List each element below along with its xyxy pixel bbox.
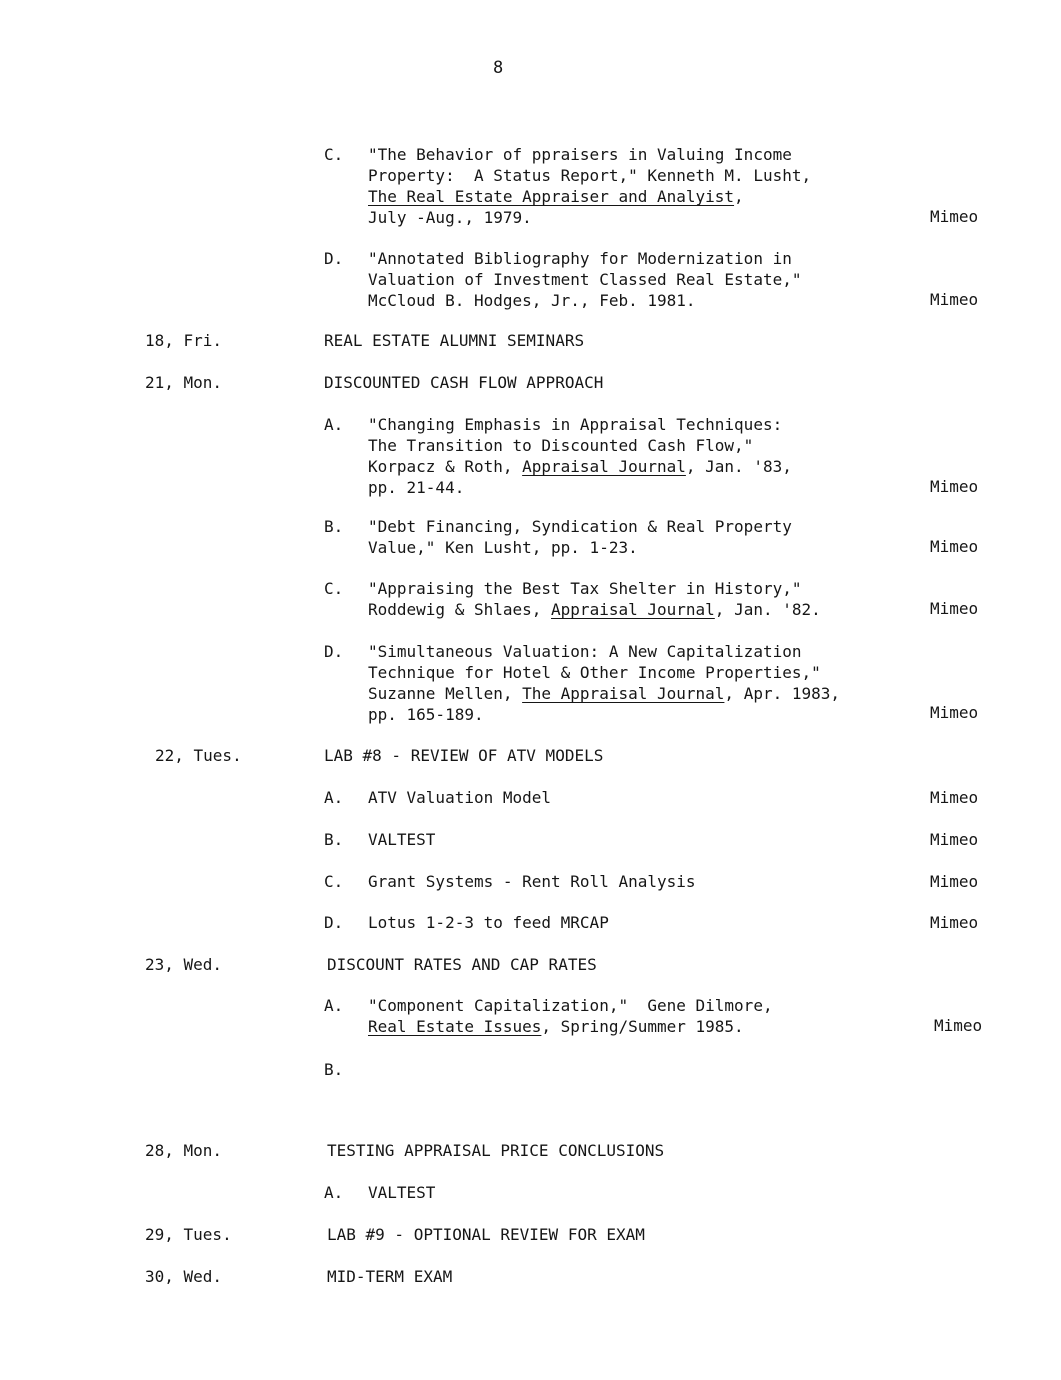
item-citation [368, 641, 840, 725]
citation-text: VALTEST [368, 830, 436, 849]
item-citation [368, 871, 696, 892]
citation-text: , Jan. '82. [714, 600, 821, 619]
source-label: Mimeo [934, 1016, 983, 1035]
citation-line [368, 144, 811, 165]
citation-text: VALTEST [368, 1183, 436, 1202]
publication-title: The Real Estate Appraiser and Analyist [368, 187, 735, 206]
citation-text: The Transition to Discounted Cash Flow," [368, 436, 754, 455]
item-citation [368, 578, 821, 620]
citation-line [368, 1182, 435, 1203]
citation-text: Roddewig & Shlaes, [368, 600, 552, 619]
session-heading: TESTING APPRAISAL PRICE CONCLUSIONS [327, 1141, 665, 1160]
item-letter: A. [324, 415, 344, 434]
schedule-date: 18, Fri. [145, 331, 223, 350]
citation-text: McCloud B. Hodges, Jr., Feb. 1981. [368, 291, 696, 310]
item-letter: C. [324, 579, 344, 598]
schedule-date: 21, Mon. [145, 373, 223, 392]
citation-line [368, 186, 811, 207]
citation-text: Lotus 1-2-3 to feed MRCAP [368, 913, 609, 932]
citation-line [368, 207, 811, 228]
item-letter: A. [324, 996, 344, 1015]
schedule-date: 29, Tues. [145, 1225, 232, 1244]
source-label: Mimeo [930, 537, 979, 556]
citation-text: Suzanne Mellen, [368, 684, 523, 703]
schedule-date: 22, Tues. [155, 746, 242, 765]
publication-title: Appraisal Journal [551, 600, 715, 619]
item-citation [368, 995, 773, 1037]
citation-line [368, 829, 435, 850]
citation-line [368, 165, 811, 186]
citation-text: "Changing Emphasis in Appraisal Techniques: [368, 415, 783, 434]
citation-line [368, 871, 696, 892]
citation-line [368, 995, 773, 1016]
session-heading: DISCOUNTED CASH FLOW APPROACH [324, 373, 604, 392]
citation-text: pp. 21-44. [368, 478, 465, 497]
publication-title: Real Estate Issues [368, 1017, 542, 1036]
source-label: Mimeo [930, 830, 979, 849]
citation-line [368, 1016, 773, 1037]
source-label: Mimeo [930, 599, 979, 618]
citation-line [368, 704, 840, 725]
page-number: 8 [493, 58, 504, 78]
citation-text: Property: A Status Report," Kenneth M. Lusht, [368, 166, 812, 185]
item-citation [368, 248, 801, 311]
session-heading: MID-TERM EXAM [327, 1267, 453, 1286]
citation-line [368, 269, 801, 290]
schedule-date: 23, Wed. [145, 955, 223, 974]
citation-line [368, 435, 792, 456]
item-letter: B. [324, 517, 344, 536]
item-letter: B. [324, 1060, 344, 1079]
source-label: Mimeo [930, 477, 979, 496]
item-citation [368, 516, 792, 558]
citation-text: "The Behavior of ppraisers in Valuing Income [368, 145, 792, 164]
citation-line [368, 912, 609, 933]
item-letter: B. [324, 830, 344, 849]
citation-line [368, 578, 821, 599]
citation-text: "Debt Financing, Syndication & Real Property [368, 517, 792, 536]
citation-text: "Appraising the Best Tax Shelter in History," [368, 579, 802, 598]
publication-title: The Appraisal Journal [522, 684, 725, 703]
citation-line [368, 516, 792, 537]
item-citation [368, 414, 792, 498]
citation-text: "Component Capitalization," Gene Dilmore, [368, 996, 773, 1015]
citation-line [368, 456, 792, 477]
item-letter: D. [324, 642, 344, 661]
schedule-date: 28, Mon. [145, 1141, 223, 1160]
session-heading: LAB #8 - REVIEW OF ATV MODELS [324, 746, 604, 765]
source-label: Mimeo [930, 290, 979, 309]
publication-title: Appraisal Journal [522, 457, 686, 476]
citation-text: "Simultaneous Valuation: A New Capitalization [368, 642, 802, 661]
citation-text: Technique for Hotel & Other Income Properties," [368, 663, 821, 682]
item-citation [368, 144, 811, 228]
citation-text: Korpacz & Roth, [368, 457, 523, 476]
citation-text: , Apr. 1983, [724, 684, 841, 703]
citation-line [368, 662, 840, 683]
session-heading: DISCOUNT RATES AND CAP RATES [327, 955, 597, 974]
citation-text: July -Aug., 1979. [368, 208, 532, 227]
item-letter: D. [324, 249, 344, 268]
item-letter: D. [324, 913, 344, 932]
citation-text: Valuation of Investment Classed Real Estate," [368, 270, 802, 289]
source-label: Mimeo [930, 788, 979, 807]
citation-line [368, 248, 801, 269]
citation-text: Value," Ken Lusht, pp. 1-23. [368, 538, 638, 557]
source-label: Mimeo [930, 703, 979, 722]
citation-text: pp. 165-189. [368, 705, 484, 724]
item-citation [368, 1182, 435, 1203]
citation-line [368, 641, 840, 662]
citation-text: "Annotated Bibliography for Modernization in [368, 249, 792, 268]
citation-line [368, 537, 792, 558]
session-heading: LAB #9 - OPTIONAL REVIEW FOR EXAM [327, 1225, 645, 1244]
citation-line [368, 787, 551, 808]
citation-text: , [734, 187, 744, 206]
citation-line [368, 477, 792, 498]
source-label: Mimeo [930, 913, 979, 932]
citation-line [368, 290, 801, 311]
item-citation [368, 787, 551, 808]
item-letter: C. [324, 145, 344, 164]
item-letter: A. [324, 788, 344, 807]
item-letter: C. [324, 872, 344, 891]
citation-text: Grant Systems - Rent Roll Analysis [368, 872, 696, 891]
item-letter: A. [324, 1183, 344, 1202]
source-label: Mimeo [930, 872, 979, 891]
item-citation [368, 829, 435, 850]
schedule-date: 30, Wed. [145, 1267, 223, 1286]
source-label: Mimeo [930, 207, 979, 226]
item-citation [368, 912, 609, 933]
citation-text: , Jan. '83, [685, 457, 792, 476]
citation-line [368, 683, 840, 704]
citation-text: , Spring/Summer 1985. [541, 1017, 744, 1036]
citation-line [368, 599, 821, 620]
citation-line [368, 414, 792, 435]
session-heading: REAL ESTATE ALUMNI SEMINARS [324, 331, 585, 350]
citation-text: ATV Valuation Model [368, 788, 552, 807]
